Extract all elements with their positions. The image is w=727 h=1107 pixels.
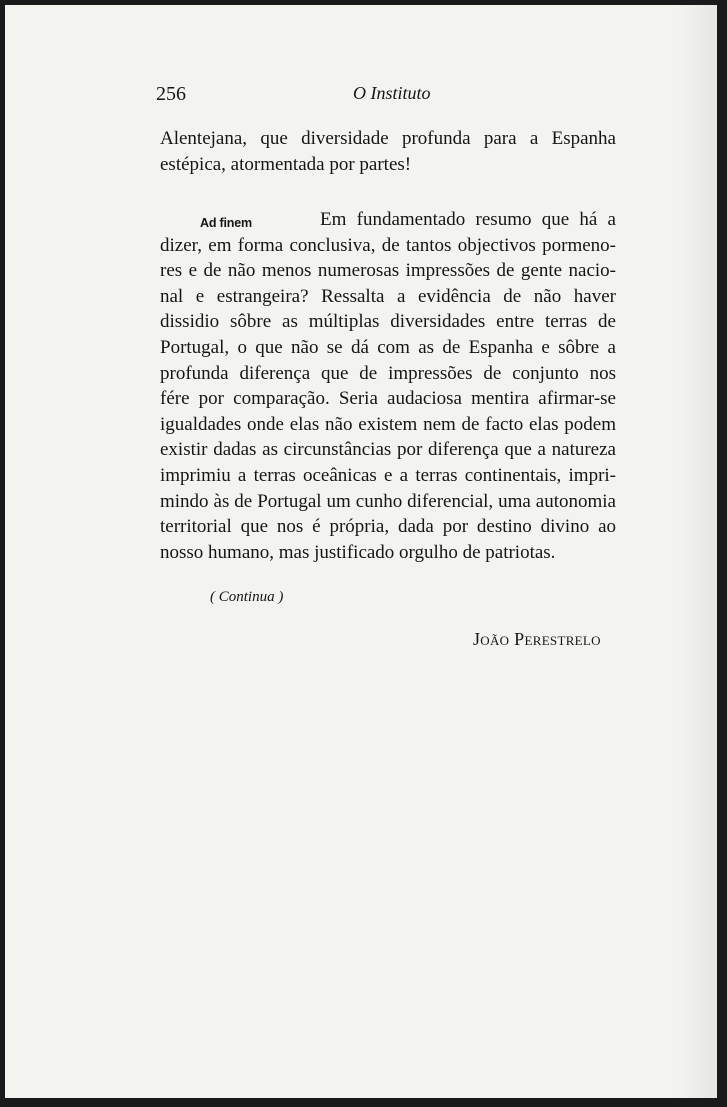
continua-note: ( Continua ) — [210, 589, 284, 605]
text-line: Portugal, o que não se dá com as de Espanha e sôbre a — [160, 336, 616, 358]
page-edge-shadow — [677, 5, 717, 1098]
book-page — [5, 5, 717, 1098]
text-line: Alentejana, que diversidade profunda para a Espanha — [160, 128, 616, 149]
text-line: dissidio sôbre as múltiplas diversidades entre terras de — [160, 311, 616, 333]
text-line: fére por comparação. Seria audaciosa mentira afirmar-se — [160, 388, 616, 410]
paragraph-2 — [160, 207, 616, 565]
running-title: O Instituto — [353, 83, 431, 103]
text-line: nal e estrangeira? Ressalta a evidência de não haver — [160, 285, 616, 307]
text-line: territorial que nos é própria, dada por destino divino ao — [160, 516, 616, 538]
text-line: nosso humano, mas justificado orgulho de patriotas. — [160, 541, 556, 563]
page-number: 256 — [156, 83, 186, 105]
text-line: res e de não menos numerosas impressões de gente nacio- — [160, 260, 616, 282]
marginal-note: Ad finem — [200, 216, 252, 230]
text-line-content: Em fundamentado resumo que há a — [320, 209, 616, 230]
text-line: dizer, em forma conclusiva, de tantos objectivos pormeno- — [160, 234, 616, 256]
text-line: igualdades onde elas não existem nem de facto elas podem — [160, 413, 616, 435]
text-line — [160, 207, 616, 233]
text-line: existir dadas as circunstâncias por diferença que a natureza — [160, 439, 616, 461]
author-signature: João Perestrelo — [473, 629, 601, 649]
text-line: profunda diferença que de impressões de conjunto nos — [160, 362, 616, 384]
page-header — [5, 83, 717, 107]
text-line: imprimiu a terras oceânicas e a terras continentais, impri- — [160, 464, 616, 486]
text-line: mindo às de Portugal um cunho diferencial, uma autonomia — [160, 490, 616, 512]
paragraph-1 — [160, 126, 616, 177]
text-line: estépica, atormentada por partes! — [160, 153, 412, 175]
